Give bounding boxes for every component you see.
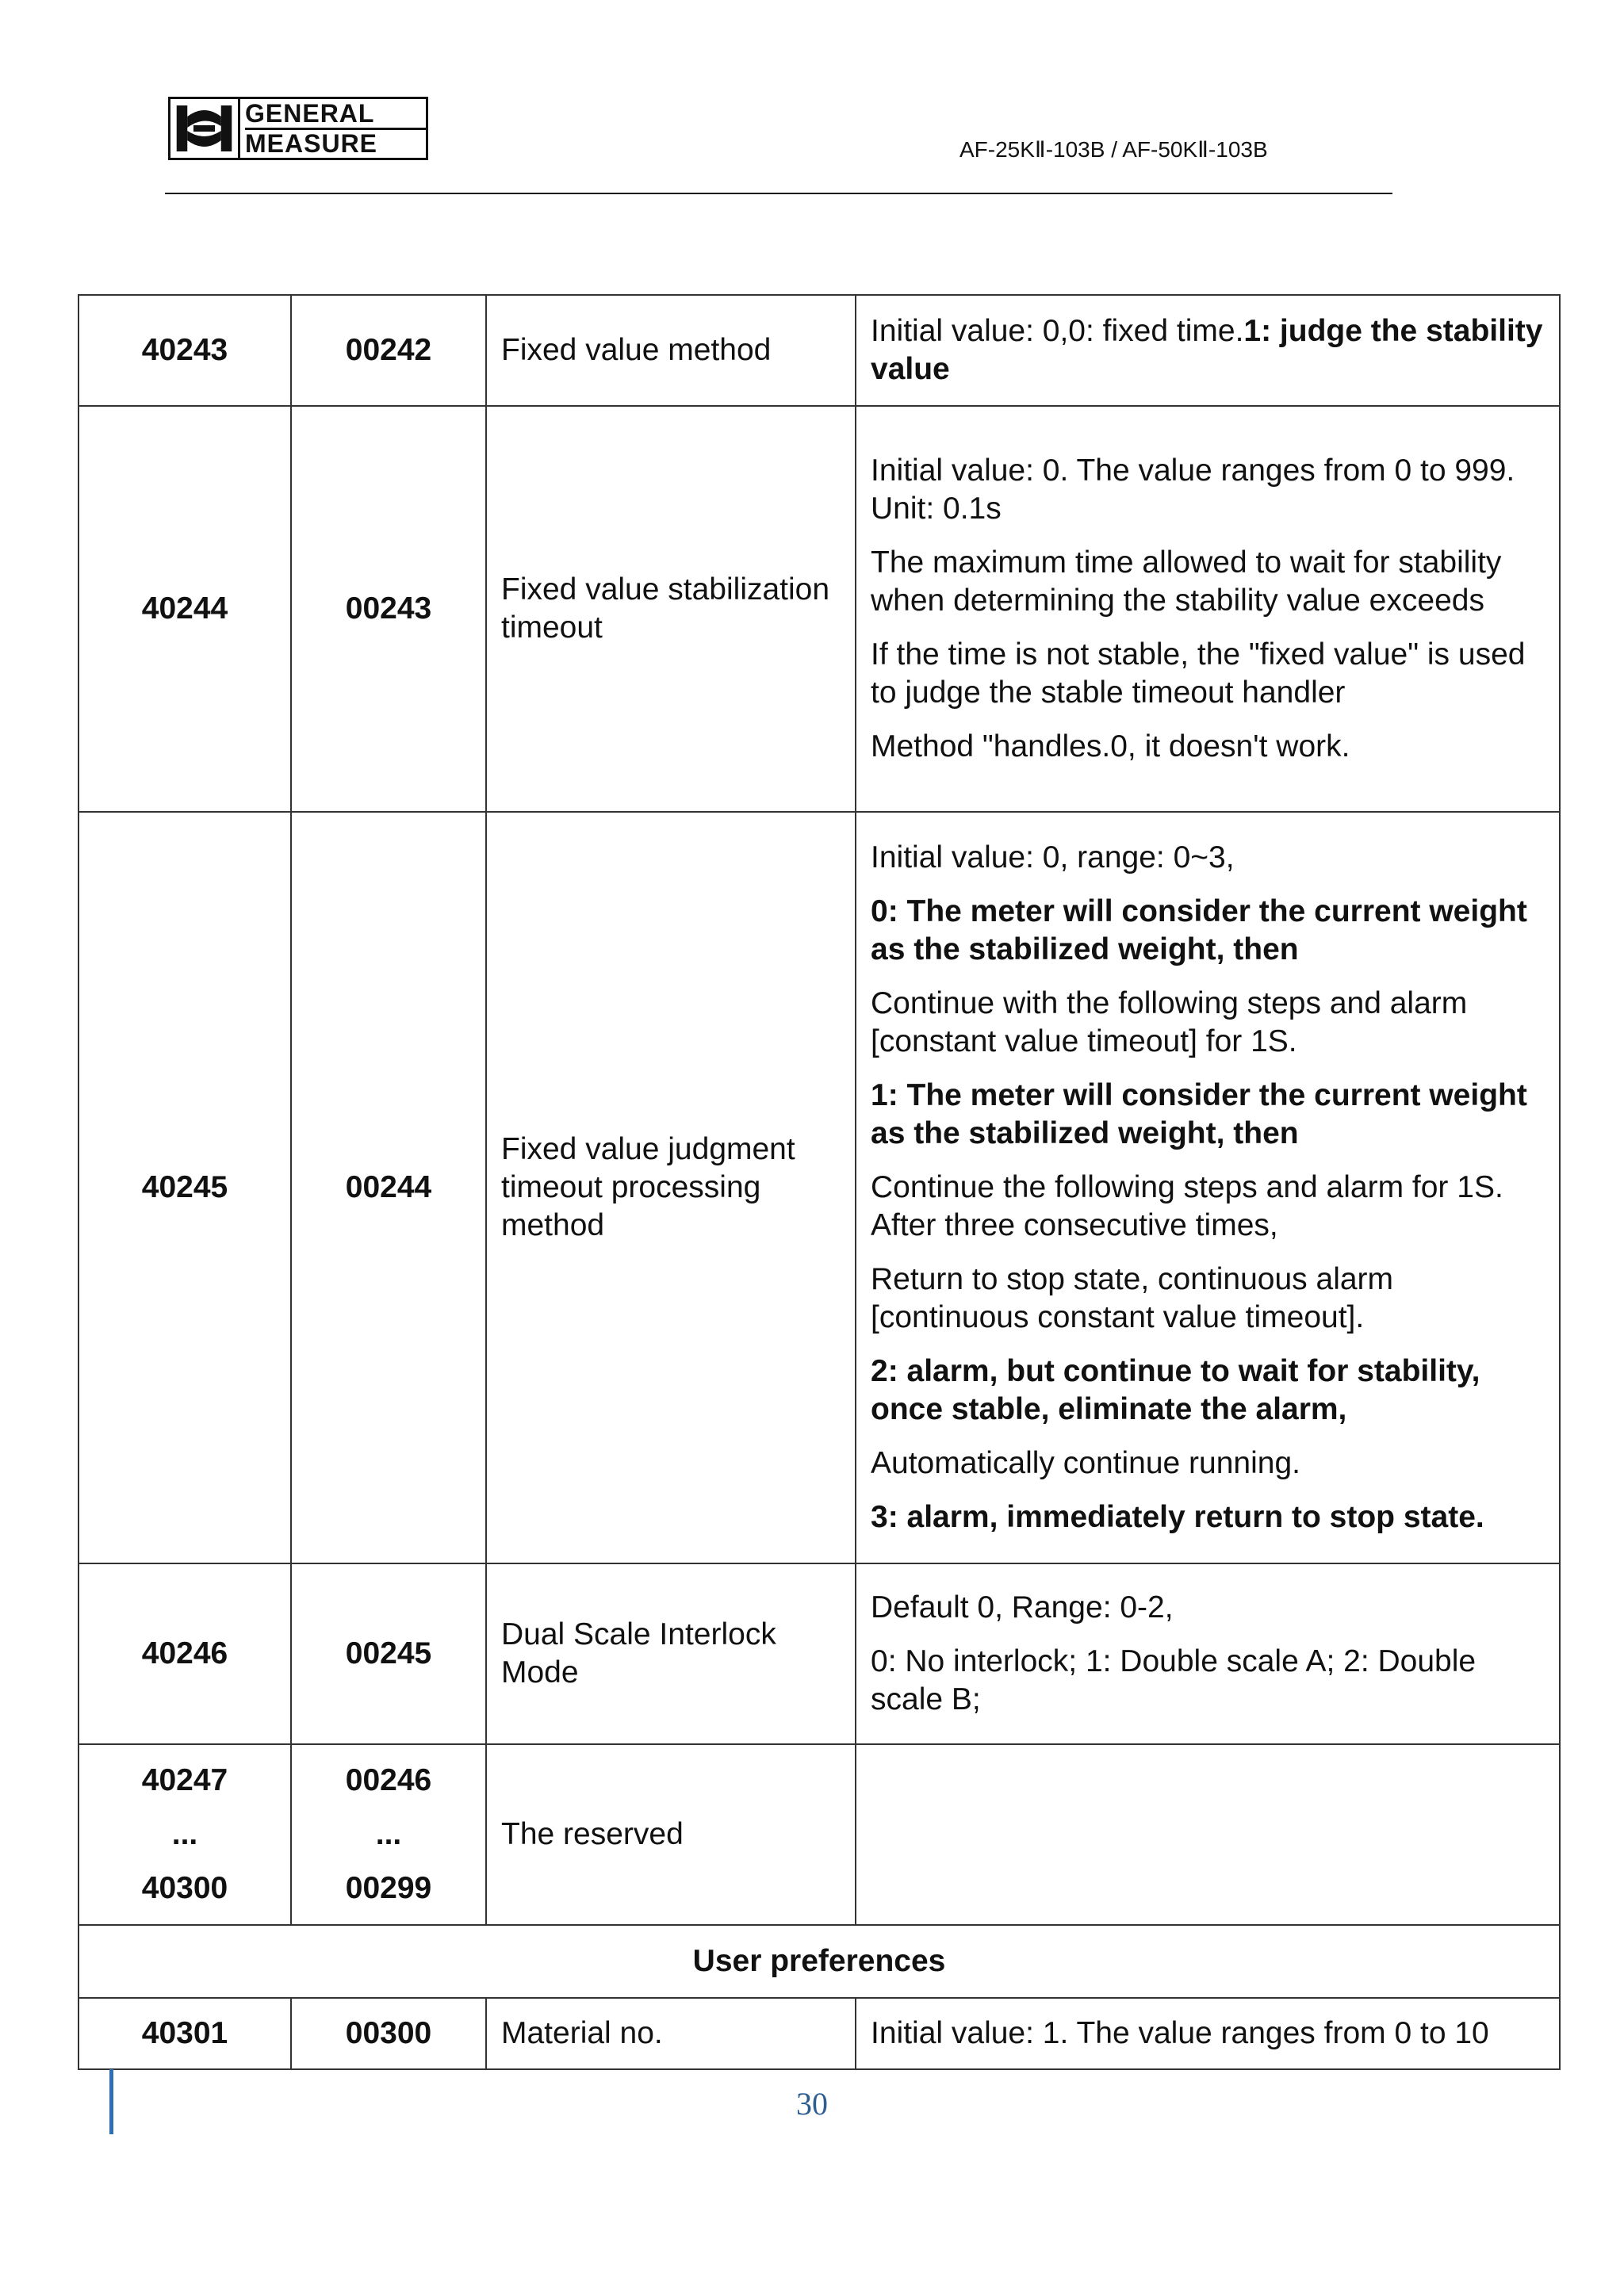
parameter-description: [856, 295, 1560, 406]
description-paragraph: [871, 1353, 1545, 1429]
company-logo: [168, 97, 428, 160]
register-offset-range: [291, 1744, 486, 1925]
range-end: 00299: [345, 1871, 432, 1905]
section-title: User preferences: [79, 1925, 1560, 1998]
register-address: 40244: [79, 406, 291, 812]
parameter-description: [856, 1744, 1560, 1925]
parameter-description: [856, 406, 1560, 812]
description-text: Initial value: 0,0: fixed time.: [871, 314, 1244, 348]
range-start: 40247: [141, 1763, 228, 1797]
register-address: 40301: [79, 1998, 291, 2069]
description-paragraph: [871, 728, 1545, 766]
description-paragraph: [871, 636, 1545, 712]
parameter-name: Dual Scale Interlock Mode: [486, 1563, 856, 1744]
parameter-name: Fixed value judgment timeout processing method: [486, 812, 856, 1563]
register-offset: 00242: [291, 295, 486, 406]
description-paragraph: [871, 1261, 1545, 1337]
table-row: [79, 1563, 1560, 1744]
range-ellipsis: ...: [375, 1817, 402, 1851]
description-paragraph: [871, 1643, 1545, 1719]
description-paragraph: [871, 1498, 1545, 1536]
description-text: 0: No interlock; 1: Double scale A; 2: Double scale B;: [871, 1644, 1477, 1716]
description-bold-text: 1: judge the stability value: [871, 314, 1543, 386]
description-text: Return to stop state, continuous alarm [continuous constant value timeout].: [871, 1262, 1394, 1334]
section-header-row: [79, 1925, 1560, 1998]
description-text: The maximum time allowed to wait for stability when determining the stability value exceeds: [871, 545, 1502, 618]
table-row: [79, 1998, 1560, 2069]
logo-emblem-icon: [170, 99, 240, 158]
description-text: Default 0, Range: 0-2,: [871, 1590, 1174, 1624]
page-number: 30: [796, 2086, 828, 2122]
register-address: 40246: [79, 1563, 291, 1744]
range-start: 00246: [345, 1763, 432, 1797]
range-end: 40300: [141, 1871, 228, 1905]
register-address: 40243: [79, 295, 291, 406]
register-address-range: [79, 1744, 291, 1925]
parameter-description: [856, 812, 1560, 1563]
table-row: [79, 406, 1560, 812]
model-number: AF-25KⅡ-103B / AF-50KⅡ-103B: [959, 137, 1268, 162]
logo-text-general: GENERAL: [245, 98, 375, 128]
register-table: [78, 294, 1561, 2070]
description-paragraph: [871, 312, 1545, 388]
description-text: Method "handles.0, it doesn't work.: [871, 729, 1350, 763]
description-text: Initial value: 0, range: 0~3,: [871, 840, 1235, 874]
description-text: Initial value: 0. The value ranges from 0 to 999. Unit: 0.1s: [871, 453, 1515, 526]
table-row: [79, 812, 1560, 1563]
description-text: If the time is not stable, the "fixed value" is used to judge the stable timeout handler: [871, 637, 1526, 710]
parameter-description: Initial value: 1. The value ranges from 0 to 10: [856, 1998, 1560, 2069]
description-paragraph: [871, 1077, 1545, 1153]
parameter-description: [856, 1563, 1560, 1744]
description-text: Automatically continue running.: [871, 1446, 1300, 1480]
description-paragraph: [871, 1589, 1545, 1627]
description-text: Continue with the following steps and alarm [constant value timeout] for 1S.: [871, 986, 1468, 1058]
description-paragraph: [871, 985, 1545, 1061]
description-bold-text: 0: The meter will consider the current weight as the stabilized weight, then: [871, 894, 1527, 966]
description-bold-text: 1: The meter will consider the current weight as the stabilized weight, then: [871, 1078, 1527, 1150]
register-offset: 00245: [291, 1563, 486, 1744]
table-row-reserved: [79, 1744, 1560, 1925]
register-offset: 00300: [291, 1998, 486, 2069]
logo-text-measure: MEASURE: [245, 128, 426, 158]
parameter-name: The reserved: [486, 1744, 856, 1925]
description-bold-text: 3: alarm, immediately return to stop state.: [871, 1500, 1484, 1534]
register-offset: 00244: [291, 812, 486, 1563]
description-paragraph: [871, 839, 1545, 877]
description-paragraph: [871, 1445, 1545, 1483]
header-divider: [165, 193, 1392, 194]
description-paragraph: [871, 893, 1545, 969]
parameter-name: Fixed value stabilization timeout: [486, 406, 856, 812]
register-offset: 00243: [291, 406, 486, 812]
parameter-name: Fixed value method: [486, 295, 856, 406]
description-bold-text: 2: alarm, but continue to wait for stability, once stable, eliminate the alarm,: [871, 1354, 1480, 1426]
description-text: Continue the following steps and alarm for 1S. After three consecutive times,: [871, 1170, 1503, 1242]
page-header: [0, 0, 1624, 206]
range-ellipsis: ...: [171, 1817, 198, 1851]
register-address: 40245: [79, 812, 291, 1563]
parameter-name: Material no.: [486, 1998, 856, 2069]
description-paragraph: [871, 544, 1545, 620]
table-row: [79, 295, 1560, 406]
description-paragraph: [871, 452, 1545, 528]
description-paragraph: [871, 1169, 1545, 1245]
